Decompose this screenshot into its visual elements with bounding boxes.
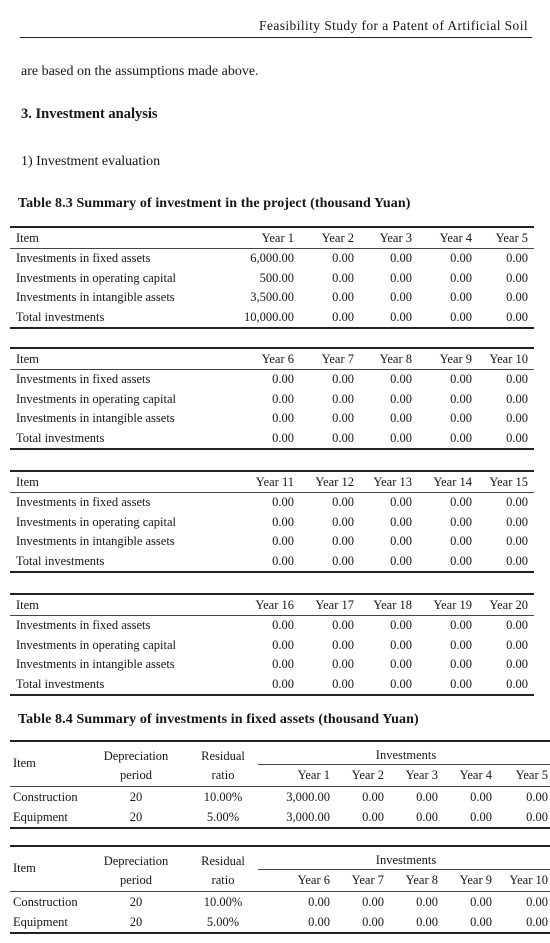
- table-cell: 0.00: [470, 789, 492, 804]
- investment-summary-table-years-11-15: [10, 470, 534, 573]
- table-cell: 20: [84, 912, 188, 933]
- table-header-row: [10, 348, 534, 370]
- table-cell: 0.00: [450, 290, 472, 305]
- column-header: Year 3: [360, 227, 418, 249]
- column-header: Year 1: [218, 227, 300, 249]
- table-cell: 0.00: [272, 372, 294, 387]
- table-cell: 0.00: [390, 290, 412, 305]
- column-header-residual: Residual: [188, 846, 258, 870]
- table-cell: 0.00: [332, 391, 354, 406]
- table-row: [10, 288, 534, 308]
- table-cell: 20: [129, 789, 143, 804]
- table-cell: 0.00: [332, 251, 354, 266]
- table-header-row: [10, 765, 550, 787]
- fixed-assets-table-years-6-10: [10, 845, 550, 934]
- column-header-ratio: ratio: [188, 765, 258, 787]
- table-cell: 0.00: [416, 789, 438, 804]
- table-cell: 0.00: [390, 372, 412, 387]
- table-cell: 0.00: [300, 429, 360, 450]
- table-cell: 0.00: [332, 637, 354, 652]
- table-cell: 0.00: [506, 637, 528, 652]
- table-cell: 3,500.00: [250, 290, 294, 305]
- table-cell: 0.00: [478, 429, 534, 450]
- table-cell: 0.00: [526, 894, 549, 909]
- table-cell: 0.00: [272, 495, 294, 510]
- column-header: Item: [10, 227, 218, 249]
- table-cell: 0.00: [258, 912, 336, 933]
- table-cell: 0.00: [418, 429, 478, 450]
- table-row: [10, 249, 534, 269]
- table-row: [10, 787, 550, 808]
- table-cell: 0.00: [336, 912, 390, 933]
- table-row: [10, 308, 534, 329]
- table-row: [10, 807, 550, 828]
- table-cell: 0.00: [506, 372, 528, 387]
- column-header: Year 6: [218, 348, 300, 370]
- table-cell: 0.00: [450, 372, 472, 387]
- table-cell: 0.00: [450, 251, 472, 266]
- column-header: Item: [10, 594, 218, 616]
- column-header-depreciation: Depreciation: [84, 846, 188, 870]
- table-cell: 0.00: [450, 495, 472, 510]
- row-label: Investments in operating capital: [16, 514, 177, 529]
- table-header-row: [10, 741, 550, 765]
- column-header: Year 12: [300, 471, 360, 493]
- column-header: Year 2: [300, 227, 360, 249]
- table-cell: 0.00: [360, 675, 418, 696]
- column-header: Year 1: [258, 765, 336, 787]
- table-cell: 0.00: [390, 251, 412, 266]
- table-cell: 0.00: [332, 290, 354, 305]
- column-header: Year 4: [418, 227, 478, 249]
- table-cell: 0.00: [300, 308, 360, 329]
- column-header: Item: [10, 471, 218, 493]
- table-cell: 0.00: [506, 290, 528, 305]
- table-row: [10, 912, 550, 933]
- table-row: [10, 269, 534, 289]
- table-cell: 0.00: [390, 807, 444, 828]
- table-cell: 0.00: [506, 270, 528, 285]
- table-row: [10, 370, 534, 390]
- investment-summary-table-years-6-10: [10, 347, 534, 450]
- column-group-investments: Investments: [258, 741, 550, 765]
- row-label: Investments in operating capital: [16, 637, 177, 652]
- table-cell: 0.00: [360, 308, 418, 329]
- column-header: Year 20: [478, 594, 534, 616]
- table-row: [10, 532, 534, 552]
- table-cell: 0.00: [450, 657, 472, 672]
- table-row: [10, 636, 534, 656]
- column-header-residual: Residual: [188, 741, 258, 765]
- table-cell: 0.00: [418, 308, 478, 329]
- column-header: Year 8: [360, 348, 418, 370]
- investment-summary-table-years-16-20: [10, 593, 534, 696]
- column-group-investments: Investments: [258, 846, 550, 870]
- table-cell: 0.00: [418, 552, 478, 573]
- table-cell: 0.00: [478, 552, 534, 573]
- table-cell: 0.00: [272, 514, 294, 529]
- table-row: [10, 493, 534, 513]
- row-label: Investments in operating capital: [16, 270, 177, 285]
- table-8-4-caption: Table 8.4 Summary of investments in fixed assets (thousand Yuan): [18, 712, 419, 727]
- table-8-3-caption: Table 8.3 Summary of investment in the project (thousand Yuan): [18, 196, 411, 211]
- table-row: [10, 390, 534, 410]
- table-cell: 0.00: [390, 657, 412, 672]
- column-header-item: Item: [10, 741, 84, 787]
- table-row: [10, 892, 550, 913]
- table-cell: 0.00: [362, 789, 384, 804]
- table-cell: 0.00: [272, 534, 294, 549]
- table-cell: 0.00: [450, 411, 472, 426]
- row-label: Total investments: [10, 552, 218, 573]
- row-label: Investments in operating capital: [16, 391, 177, 406]
- table-cell: 0.00: [272, 618, 294, 633]
- column-header: Year 8: [390, 870, 444, 892]
- table-cell: 0.00: [450, 391, 472, 406]
- row-label: Investments in fixed assets: [16, 251, 151, 266]
- table-row: [10, 675, 534, 696]
- table-cell: 0.00: [272, 657, 294, 672]
- table-cell: 0.00: [418, 675, 478, 696]
- table-cell: 0.00: [272, 391, 294, 406]
- table-cell: 0.00: [300, 552, 360, 573]
- column-header: Year 10: [478, 348, 534, 370]
- table-cell: 0.00: [506, 534, 528, 549]
- row-label: Equipment: [10, 807, 84, 828]
- column-header: Year 7: [300, 348, 360, 370]
- table-row: [10, 429, 534, 450]
- table-cell: 500.00: [259, 270, 294, 285]
- row-label: Investments in fixed assets: [16, 372, 151, 387]
- column-header: Item: [10, 348, 218, 370]
- header-rule: [20, 37, 532, 38]
- table-cell: 10,000.00: [218, 308, 300, 329]
- table-cell: 0.00: [272, 637, 294, 652]
- table-cell: 0.00: [526, 789, 549, 804]
- column-header-period: period: [84, 870, 188, 892]
- table-cell: 0.00: [390, 391, 412, 406]
- table-cell: 0.00: [498, 807, 550, 828]
- table-cell: 0.00: [478, 308, 534, 329]
- intro-text: are based on the assumptions made above.: [21, 64, 259, 79]
- table-cell: 0.00: [332, 270, 354, 285]
- table-cell: 0.00: [308, 894, 330, 909]
- row-label: Investments in intangible assets: [16, 290, 175, 305]
- column-header: Year 3: [390, 765, 444, 787]
- column-header: Year 19: [418, 594, 478, 616]
- table-cell: 0.00: [390, 514, 412, 529]
- table-cell: 0.00: [362, 894, 384, 909]
- column-header-period: period: [84, 765, 188, 787]
- column-header: Year 9: [444, 870, 498, 892]
- table-cell: 0.00: [416, 894, 438, 909]
- table-cell: 0.00: [470, 894, 492, 909]
- table-cell: 0.00: [506, 495, 528, 510]
- row-label: Total investments: [10, 308, 218, 329]
- table-cell: 0.00: [218, 675, 300, 696]
- table-cell: 5.00%: [188, 807, 258, 828]
- column-header: Year 2: [336, 765, 390, 787]
- table-cell: 0.00: [390, 912, 444, 933]
- running-header: Feasibility Study for a Patent of Artificial Soil: [259, 18, 528, 33]
- column-header-item: Item: [10, 846, 84, 892]
- row-label: Investments in fixed assets: [16, 618, 151, 633]
- table-cell: 0.00: [336, 807, 390, 828]
- table-cell: 0.00: [444, 912, 498, 933]
- table-cell: 0.00: [478, 675, 534, 696]
- table-cell: 0.00: [332, 495, 354, 510]
- table-cell: 0.00: [360, 552, 418, 573]
- table-cell: 0.00: [332, 657, 354, 672]
- table-row: [10, 655, 534, 675]
- table-cell: 0.00: [390, 618, 412, 633]
- table-cell: 0.00: [506, 411, 528, 426]
- table-cell: 0.00: [218, 429, 300, 450]
- table-cell: 0.00: [450, 534, 472, 549]
- table-cell: 0.00: [332, 514, 354, 529]
- table-cell: 0.00: [332, 534, 354, 549]
- table-cell: 0.00: [390, 411, 412, 426]
- investment-summary-table-years-1-5: [10, 226, 534, 329]
- column-header: Year 10: [498, 870, 550, 892]
- row-label: Total investments: [10, 675, 218, 696]
- column-header: Year 4: [444, 765, 498, 787]
- column-header: Year 15: [478, 471, 534, 493]
- row-label: Investments in intangible assets: [16, 411, 175, 426]
- column-header: Year 14: [418, 471, 478, 493]
- table-cell: 0.00: [390, 270, 412, 285]
- table-row: [10, 552, 534, 573]
- row-label: Investments in intangible assets: [16, 534, 175, 549]
- column-header: Year 17: [300, 594, 360, 616]
- table-header-row: [10, 594, 534, 616]
- row-label: Construction: [13, 789, 78, 804]
- column-header-ratio: ratio: [188, 870, 258, 892]
- table-row: [10, 409, 534, 429]
- table-cell: 10.00%: [203, 789, 243, 804]
- column-header: Year 9: [418, 348, 478, 370]
- fixed-assets-table-years-1-5: [10, 740, 550, 829]
- row-label: Construction: [13, 894, 78, 909]
- table-cell: 0.00: [300, 675, 360, 696]
- table-cell: 0.00: [360, 429, 418, 450]
- table-cell: 6,000.00: [250, 251, 294, 266]
- column-header: Year 18: [360, 594, 418, 616]
- column-header: Year 7: [336, 870, 390, 892]
- column-header: Year 6: [258, 870, 336, 892]
- table-cell: 0.00: [498, 912, 550, 933]
- table-header-row: [10, 227, 534, 249]
- column-header: Year 16: [218, 594, 300, 616]
- table-cell: 0.00: [450, 637, 472, 652]
- table-cell: 20: [84, 807, 188, 828]
- column-header: Year 5: [478, 227, 534, 249]
- table-cell: 0.00: [390, 637, 412, 652]
- column-header: Year 13: [360, 471, 418, 493]
- table-cell: 0.00: [506, 391, 528, 406]
- table-cell: 10.00%: [203, 894, 243, 909]
- table-cell: 0.00: [444, 807, 498, 828]
- row-label: Investments in intangible assets: [16, 657, 175, 672]
- table-cell: 0.00: [506, 618, 528, 633]
- table-cell: 0.00: [272, 411, 294, 426]
- column-header-depreciation: Depreciation: [84, 741, 188, 765]
- table-cell: 3,000.00: [286, 789, 330, 804]
- column-header: Year 5: [498, 765, 550, 787]
- table-cell: 0.00: [450, 270, 472, 285]
- table-cell: 0.00: [506, 657, 528, 672]
- subsection-heading: 1) Investment evaluation: [21, 154, 161, 169]
- table-cell: 3,000.00: [258, 807, 336, 828]
- table-cell: 0.00: [332, 618, 354, 633]
- table-cell: 0.00: [506, 514, 528, 529]
- table-cell: 0.00: [332, 372, 354, 387]
- row-label: Total investments: [10, 429, 218, 450]
- table-cell: 0.00: [450, 618, 472, 633]
- row-label: Investments in fixed assets: [16, 495, 151, 510]
- section-heading: 3. Investment analysis: [21, 106, 158, 122]
- table-cell: 0.00: [218, 552, 300, 573]
- table-cell: 0.00: [506, 251, 528, 266]
- table-row: [10, 513, 534, 533]
- table-header-row: [10, 870, 550, 892]
- table-cell: 5.00%: [188, 912, 258, 933]
- row-label: Equipment: [10, 912, 84, 933]
- table-cell: 0.00: [390, 534, 412, 549]
- table-cell: 0.00: [390, 495, 412, 510]
- table-row: [10, 616, 534, 636]
- table-header-row: [10, 471, 534, 493]
- table-header-row: [10, 846, 550, 870]
- column-header: Year 11: [218, 471, 300, 493]
- table-cell: 20: [129, 894, 143, 909]
- table-cell: 0.00: [332, 411, 354, 426]
- table-cell: 0.00: [450, 514, 472, 529]
